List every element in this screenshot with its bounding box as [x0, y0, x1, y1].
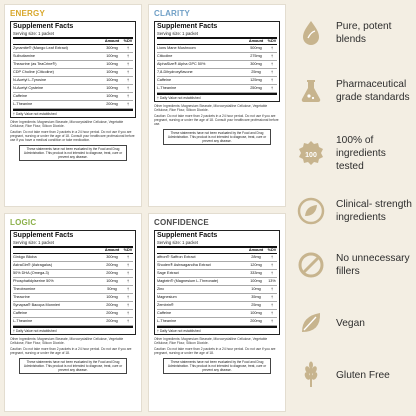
- confidence-panel: [148, 213, 286, 412]
- leaf-drop-icon: [296, 18, 326, 48]
- serving-size: Serving size: 1 packet: [13, 31, 133, 39]
- sf-footnote: † Daily Value not established: [13, 109, 133, 116]
- logic-panel: [4, 213, 142, 412]
- ingredient-amount: 333mg: [250, 271, 262, 276]
- table-row: [13, 45, 133, 53]
- ingredient-name: 7,8-Dihydroxyflavone: [157, 70, 193, 75]
- ingredient-dv: †: [126, 54, 130, 59]
- ingredient-name: Sage Extract: [157, 271, 179, 276]
- ingredient-dv: †: [126, 303, 130, 307]
- clarity-panel: [148, 4, 286, 207]
- ingredient-name: L-Theanine: [13, 101, 33, 106]
- ingredient-name: Zynamite® (Mango Leaf Extract): [13, 46, 68, 51]
- feature-clinical-strength: [296, 196, 414, 226]
- ingredient-name: Theobromine: [13, 287, 36, 292]
- ingredient-name: Zinc: [157, 287, 165, 292]
- ingredient-dv: †: [270, 255, 274, 260]
- table-row: [157, 270, 277, 278]
- ingredient-dv: †: [270, 303, 274, 307]
- table-row: [157, 310, 277, 318]
- ingredient-amount: 100mg: [106, 62, 118, 67]
- col-dv: %DV: [123, 248, 133, 252]
- ingredient-amount: 100mg: [106, 70, 118, 75]
- ingredient-amount: 10mg: [251, 287, 261, 292]
- ingredient-name: Caffeine: [13, 310, 28, 315]
- sf-title: Supplement Facts: [157, 232, 218, 239]
- ingredient-name: Magtein® (Magnesium L-Threonate): [157, 279, 219, 284]
- ingredient-amount: 100mg: [106, 295, 118, 300]
- ingredient-amount: 500mg: [250, 46, 262, 51]
- ingredient-dv: †: [270, 287, 274, 292]
- ingredient-name: Lions Mane Mushroom: [157, 46, 196, 51]
- ingredient-amount: 100mg: [106, 54, 118, 59]
- table-row: [13, 318, 133, 326]
- ingredient-name: Ginkgo Biloba: [13, 255, 37, 260]
- ingredient-dv: †: [270, 86, 274, 91]
- table-row: [157, 85, 277, 93]
- ingredient-amount: 275mg: [250, 54, 262, 59]
- table-row: [13, 77, 133, 85]
- ingredient-name: Theacrine (as TeaCrine®): [13, 62, 57, 67]
- col-dv: %DV: [123, 39, 133, 43]
- table-row: [13, 53, 133, 61]
- col-amount: Amount: [248, 39, 264, 43]
- ingredient-name: L-Theanine: [157, 86, 177, 91]
- ingredient-amount: 100mg: [250, 279, 262, 284]
- sf-title: Supplement Facts: [13, 232, 74, 239]
- gluten-free-icon: [296, 360, 326, 390]
- ingredient-name: Caffeine: [157, 310, 172, 315]
- ingredient-dv: †: [126, 70, 130, 75]
- ingredient-amount: 200mg: [106, 303, 118, 307]
- caution-text: Caution: Do not take more than 2 packets in a 24 hour period. Do not use if you are pregnant, nursing or under the age of 18. Consult your healthcare professional before use.: [154, 114, 279, 127]
- table-row: [157, 294, 277, 302]
- feature-vegan: [296, 308, 414, 338]
- sf-title: Supplement Facts: [13, 23, 74, 30]
- feature-no-fillers: [296, 250, 414, 280]
- ingredient-amount: 100mg: [106, 86, 118, 91]
- ingredient-dv: †: [126, 263, 130, 268]
- other-ingredients: Other Ingredients: Magnesium Stearate, Microcrystalline Cellulose, Vegetable Cellulose, Rice Flour, Silicon Dioxide.: [10, 119, 124, 128]
- ingredient-amount: 100mg: [106, 78, 118, 83]
- ingredient-amount: 35mg: [251, 295, 261, 300]
- ingredient-name: Shoden® Ashwagandha Extract: [157, 263, 211, 268]
- ingredient-name: Theacrine: [13, 295, 30, 300]
- ingredient-dv: †: [126, 318, 130, 323]
- table-row: [13, 101, 133, 109]
- table-row: [13, 310, 133, 318]
- feature-label: Gluten Free: [336, 369, 390, 381]
- table-row: [157, 286, 277, 294]
- ingredient-amount: 100mg: [106, 94, 118, 98]
- table-row: [13, 93, 133, 101]
- col-amount: Amount: [104, 39, 120, 43]
- ingredient-amount: 125mg: [250, 78, 262, 83]
- table-row: [13, 262, 133, 270]
- panel-title: ENERGY: [10, 9, 45, 18]
- ingredient-name: Citicoline: [157, 54, 173, 59]
- ingredient-name: N-Acetyl Cysteine: [13, 86, 44, 91]
- ingredient-dv: †: [126, 62, 130, 67]
- ingredient-amount: 200mg: [106, 318, 118, 323]
- col-amount: Amount: [248, 248, 264, 252]
- feature-label: Pure, potent blends: [336, 21, 392, 45]
- ingredient-dv: †: [126, 295, 130, 300]
- serving-size: Serving size: 1 packet: [157, 31, 277, 39]
- energy-panel: [4, 4, 142, 207]
- sf-footnote: † Daily Value not established: [157, 93, 277, 100]
- features-column: [290, 0, 416, 416]
- ingredient-amount: 200mg: [106, 101, 118, 106]
- ingredient-dv: †: [126, 287, 130, 292]
- ingredient-dv: †: [126, 101, 130, 106]
- table-row: [157, 69, 277, 77]
- sf-rows: [157, 45, 277, 93]
- table-row: [13, 278, 133, 286]
- table-row: [157, 53, 277, 61]
- ingredient-name: Magnesium: [157, 295, 177, 300]
- table-row: [157, 45, 277, 53]
- sf-title: Supplement Facts: [157, 23, 218, 30]
- feature-gluten-free: [296, 360, 414, 390]
- table-row: [13, 69, 133, 77]
- ingredient-dv: †: [126, 46, 130, 51]
- table-row: [13, 286, 133, 294]
- col-dv: %DV: [267, 39, 277, 43]
- feature-label: Vegan: [336, 317, 365, 329]
- ingredient-dv: †: [126, 310, 130, 315]
- feature-pure-blends: [296, 18, 414, 48]
- ingredient-amount: 120mg: [250, 263, 262, 268]
- ingredient-amount: 200mg: [106, 263, 118, 268]
- ingredient-dv: †: [270, 46, 274, 51]
- ingredient-amount: 100mg: [106, 279, 118, 284]
- ingredient-name: AstraGin® (Astragalus): [13, 263, 53, 268]
- ingredient-name: N-Acetyl L-Tyrosine: [13, 78, 47, 83]
- ingredient-amount: 100mg: [250, 310, 262, 315]
- caution-text: Caution: Do not take more than 2 packets in a 24 hour period. Do not use if you are pregnant, nursing or under the age of 18.: [154, 346, 276, 355]
- ingredient-name: CDP Choline (Citicoline): [13, 70, 54, 75]
- sf-rows: [157, 254, 277, 326]
- table-row: [157, 254, 277, 262]
- ingredient-dv: †: [270, 263, 274, 268]
- caution-text: Caution: Do not take more than 2 packets in a 24 hour period. Do not use if you are pregnant, nursing or under the age of 18. Consult your healthcare professional before use if you have a medical condition or take medication.: [10, 129, 135, 143]
- ingredient-dv: †: [270, 318, 274, 323]
- supplement-facts-table: [154, 230, 280, 335]
- table-row: [157, 278, 277, 286]
- panel-title: CLARITY: [154, 9, 191, 18]
- other-ingredients: Other Ingredients: Magnesium Stearate, Microcrystalline Cellulose, Vegetable Cellulose, Rice Flour, Silicon Dioxide.: [154, 103, 268, 112]
- sf-footnote: † Daily Value not established: [157, 326, 277, 333]
- fda-disclaimer: These statements have not been evaluated by the Food and Drug Administration. This product is not intended to diagnose, treat, cure or prevent any disease.: [19, 358, 127, 374]
- serving-size: Serving size: 1 packet: [157, 240, 277, 248]
- ingredient-dv: †: [126, 279, 130, 284]
- sf-rows: [13, 254, 133, 326]
- ingredient-dv: †: [270, 62, 274, 67]
- ingredient-dv: †: [126, 86, 130, 91]
- col-dv: %DV: [267, 248, 277, 252]
- ingredient-name: Zembrin®: [157, 303, 174, 307]
- ingredient-amount: 200mg: [250, 318, 262, 323]
- ingredient-name: L-Theanine: [157, 318, 177, 323]
- ingredient-amount: 200mg: [106, 310, 118, 315]
- table-row: [13, 294, 133, 302]
- table-row: [13, 270, 133, 278]
- caution-text: Caution: Do not take more than 2 packets in a 24 hour period. Do not use if you are pregnant, nursing or under the age of 18.: [10, 346, 132, 355]
- ingredient-dv: †: [126, 78, 130, 83]
- table-row: [13, 254, 133, 262]
- feature-tested: [296, 134, 414, 173]
- supplement-facts-table: [10, 21, 136, 118]
- ingredient-dv: †: [126, 255, 130, 260]
- ingredient-amount: 250mg: [250, 86, 262, 91]
- sf-footnote: † Daily Value not established: [13, 326, 133, 333]
- ingredient-dv: 13%: [268, 279, 276, 284]
- table-row: [157, 318, 277, 326]
- serving-size: Serving size: 1 packet: [13, 240, 133, 248]
- panel-title: LOGIC: [10, 218, 37, 227]
- table-row: [157, 61, 277, 69]
- flask-icon: [296, 76, 326, 106]
- feature-label: Clinical- strength ingredients: [336, 199, 412, 223]
- table-row: [157, 302, 277, 310]
- clinical-leaf-icon: [296, 196, 326, 226]
- no-symbol-icon: [296, 250, 326, 280]
- ingredient-amount: 200mg: [106, 271, 118, 276]
- ingredient-name: affron® Saffron Extract: [157, 255, 196, 260]
- ingredient-dv: †: [270, 78, 274, 83]
- fda-disclaimer: These statements have not been evaluated by the Food and Drug Administration. This product is not intended to diagnose, treat, cure or prevent any disease.: [163, 358, 271, 374]
- fda-disclaimer: These statements have not been evaluated by the Food and Drug Administration. This product is not intended to diagnose, treat, cure or prevent any disease.: [19, 145, 127, 161]
- ingredient-dv: †: [126, 94, 130, 98]
- panel-title: CONFIDENCE: [154, 218, 209, 227]
- ingredient-dv: †: [270, 271, 274, 276]
- table-row: [13, 85, 133, 93]
- feature-label: No unnecessary fillers: [336, 253, 410, 277]
- ingredient-amount: 50mg: [107, 287, 117, 292]
- ingredient-dv: †: [270, 310, 274, 315]
- ingredient-amount: 300mg: [250, 62, 262, 67]
- table-row: [13, 61, 133, 69]
- other-ingredients: Other Ingredients: Magnesium Stearate, Microcrystalline Cellulose, Vegetable Cellulose, Rice Flour, Silicon Dioxide.: [154, 336, 268, 345]
- table-row: [157, 262, 277, 270]
- ingredient-amount: 25mg: [251, 303, 261, 307]
- vegan-leaf-icon: [296, 308, 326, 338]
- feature-pharma-grade: [296, 76, 414, 106]
- table-row: [157, 77, 277, 85]
- ingredient-amount: 25mg: [251, 70, 261, 75]
- supplement-facts-table: [154, 21, 280, 102]
- ingredient-name: AlphaSize® Alpha GPC 50%: [157, 62, 206, 67]
- ingredient-dv: †: [270, 295, 274, 300]
- ingredient-name: Caffeine: [157, 78, 172, 83]
- fda-disclaimer: These statements have not been evaluated by the Food and Drug Administration. This product is not intended to diagnose, treat, cure or prevent any disease.: [163, 129, 271, 145]
- badge-100-icon: [296, 139, 326, 169]
- ingredient-name: L-Theanine: [13, 318, 33, 323]
- ingredient-name: Caffeine: [13, 94, 28, 98]
- col-amount: Amount: [104, 248, 120, 252]
- ingredient-name: Synapsa® Bacopa Monnieri: [13, 303, 61, 307]
- table-row: [13, 302, 133, 310]
- ingredient-dv: †: [270, 54, 274, 59]
- ingredient-amount: 300mg: [106, 255, 118, 260]
- sf-rows: [13, 45, 133, 109]
- other-ingredients: Other Ingredients: Magnesium Stearate, Microcrystalline Cellulose, Vegetable Cellulose, Rice Flour, Silicon Dioxide.: [10, 336, 124, 345]
- ingredient-name: 50% DHA (Omega-3): [13, 271, 49, 276]
- ingredient-amount: 28mg: [251, 255, 261, 260]
- svg-text:100: 100: [305, 151, 317, 159]
- feature-label: 100% of ingredients tested: [336, 135, 386, 172]
- ingredient-name: Phosphatidylserine 50%: [13, 279, 54, 284]
- ingredient-dv: †: [126, 271, 130, 276]
- ingredient-amount: 300mg: [106, 46, 118, 51]
- supplement-facts-table: [10, 230, 136, 335]
- feature-label: Pharmaceutical grade standards: [336, 79, 410, 103]
- ingredient-dv: †: [270, 70, 274, 75]
- ingredient-name: Sulbutiamine: [13, 54, 35, 59]
